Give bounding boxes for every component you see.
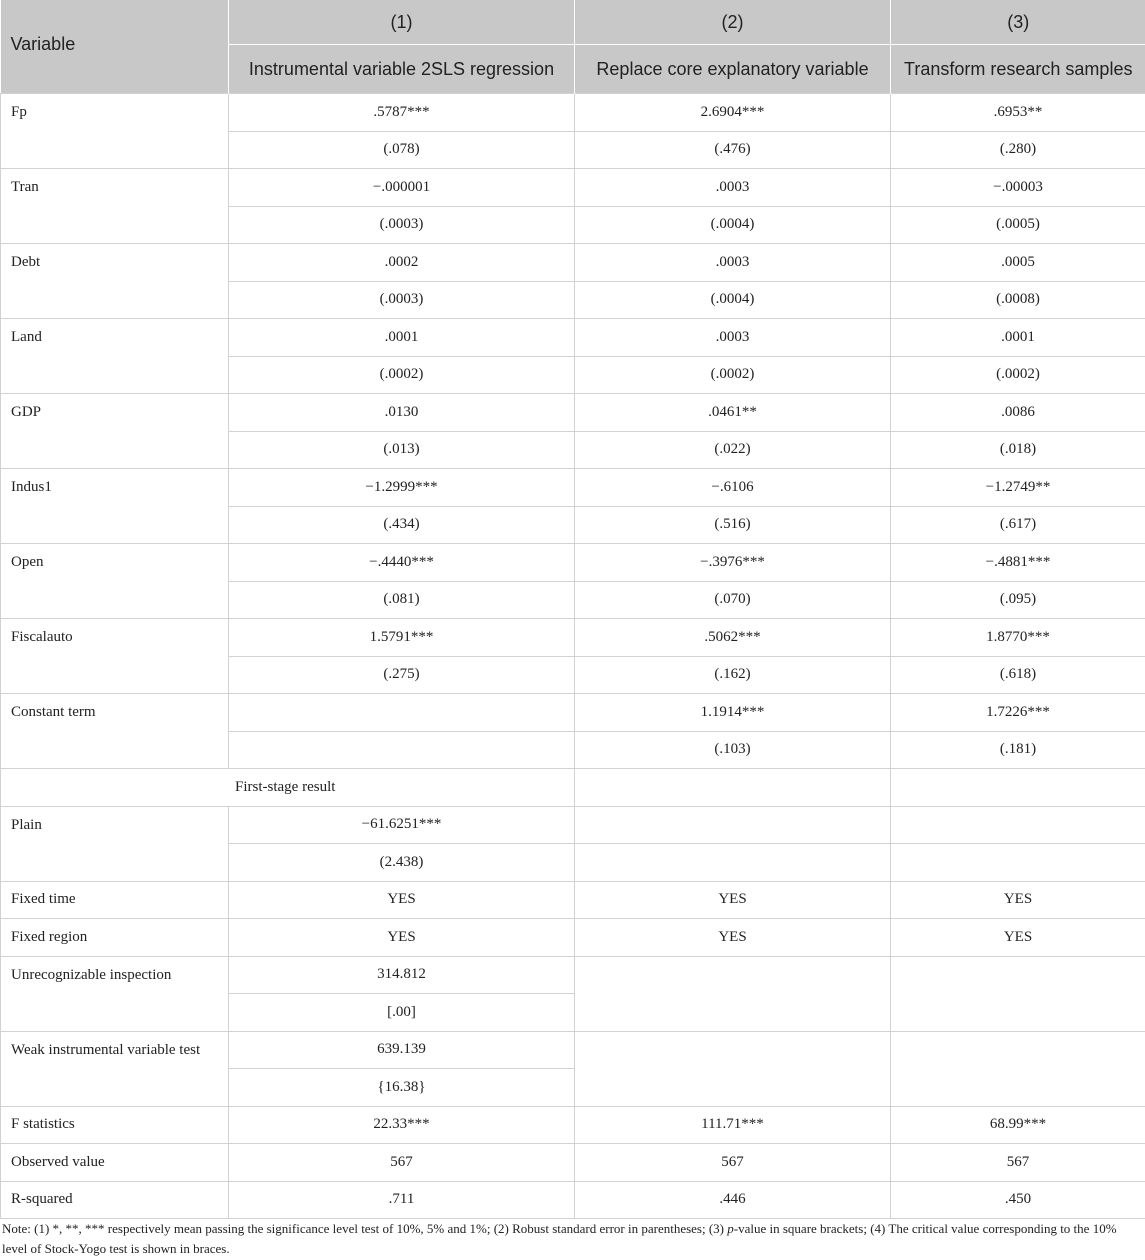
table-note: Note: (1) *, **, *** respectively mean passing the significance level test of 10%, 5% and 1%; (2) Robust standard error in parentheses; (3) p-value in square brackets; (4) The critical value corresponding to the 10% level of Stock-Yogo test is shown in braces. [2, 1221, 1117, 1256]
cell-se: (.275) [229, 656, 575, 694]
cell-se [229, 731, 575, 769]
cell-coef: .0003 [575, 319, 891, 357]
row-label-plain: Plain [1, 806, 229, 881]
cell-coef: −1.2999*** [229, 469, 575, 507]
cell-coef: −.4881*** [891, 544, 1145, 582]
table-row [1, 94, 1145, 132]
cell-se: (.181) [891, 731, 1145, 769]
table-row [1, 1106, 1145, 1144]
cell-se: (.0005) [891, 206, 1145, 244]
row-label-fixed-region: Fixed region [1, 919, 229, 957]
table-row [1, 244, 1145, 282]
empty-cell [891, 769, 1145, 807]
cell-se: (.0002) [229, 356, 575, 394]
cell-se: (.162) [575, 656, 891, 694]
cell-coef: .0002 [229, 244, 575, 282]
cell-coef: .0130 [229, 394, 575, 432]
table-row [1, 319, 1145, 357]
row-label-unrecognizable: Unrecognizable inspection [1, 956, 229, 1031]
header-col1-number: (1) [229, 0, 575, 45]
row-label-fiscalauto: Fiscalauto [1, 619, 229, 694]
row-label-tran: Tran [1, 169, 229, 244]
row-label-debt: Debt [1, 244, 229, 319]
cell-coef: .0003 [575, 244, 891, 282]
cell-coef: −1.2749** [891, 469, 1145, 507]
cell-value: 111.71*** [575, 1106, 891, 1144]
cell-se: (.434) [229, 506, 575, 544]
table-row [1, 806, 1145, 844]
table-row [1, 469, 1145, 507]
cell-value: YES [229, 919, 575, 957]
cell-value: YES [575, 881, 891, 919]
table-row [1, 1144, 1145, 1182]
first-stage-row [1, 769, 1145, 807]
table-row [1, 1031, 1145, 1069]
cell-coef: .0003 [575, 169, 891, 207]
cell-coef: .0005 [891, 244, 1145, 282]
cell-se: (.078) [229, 131, 575, 169]
row-label-constant: Constant term [1, 694, 229, 769]
cell-value: .711 [229, 1181, 575, 1219]
cell-se: (.070) [575, 581, 891, 619]
empty-cell [891, 956, 1145, 1031]
row-label-land: Land [1, 319, 229, 394]
cell-value: YES [229, 881, 575, 919]
table-row [1, 919, 1145, 957]
empty-cell [575, 844, 891, 882]
cell-coef: 1.7226*** [891, 694, 1145, 732]
table-row [1, 544, 1145, 582]
header-col2-title: Replace core explanatory variable [575, 45, 891, 94]
row-label-indus1: Indus1 [1, 469, 229, 544]
cell-value: .446 [575, 1181, 891, 1219]
empty-cell [575, 956, 891, 1031]
table-row [1, 619, 1145, 657]
header-row-numbers [1, 0, 1145, 45]
row-label-fixed-time: Fixed time [1, 881, 229, 919]
empty-cell [891, 1031, 1145, 1106]
cell-value: 567 [575, 1144, 891, 1182]
row-label-open: Open [1, 544, 229, 619]
cell-coef: 2.6904*** [575, 94, 891, 132]
table-row [1, 394, 1145, 432]
table-row [1, 169, 1145, 207]
row-label-observed: Observed value [1, 1144, 229, 1182]
cell-se: (.516) [575, 506, 891, 544]
table-row [1, 1181, 1145, 1219]
cell-coef [229, 694, 575, 732]
cell-se: (.0008) [891, 281, 1145, 319]
cell-se: (.095) [891, 581, 1145, 619]
cell-se: (.617) [891, 506, 1145, 544]
first-stage-label: First-stage result [1, 769, 575, 807]
cell-coef: −.00003 [891, 169, 1145, 207]
row-label-weak-iv: Weak instrumental variable test [1, 1031, 229, 1106]
cell-se: (.103) [575, 731, 891, 769]
header-col3-title: Transform research samples [891, 45, 1145, 94]
cell-value: 22.33*** [229, 1106, 575, 1144]
cell-coef: −.000001 [229, 169, 575, 207]
empty-cell [891, 806, 1145, 844]
cell-se: (.0003) [229, 281, 575, 319]
cell-se: (.0004) [575, 206, 891, 244]
row-label-f-stat: F statistics [1, 1106, 229, 1144]
empty-cell [575, 1031, 891, 1106]
cell-value: 567 [229, 1144, 575, 1182]
cell-coef: −.6106 [575, 469, 891, 507]
header-variable: Variable [1, 0, 229, 94]
row-label-r-squared: R-squared [1, 1181, 229, 1219]
cell-se: (.618) [891, 656, 1145, 694]
cell-se: (.476) [575, 131, 891, 169]
cell-coef: 1.8770*** [891, 619, 1145, 657]
empty-cell [891, 844, 1145, 882]
cell-coef: .0001 [229, 319, 575, 357]
cell-coef: .0461** [575, 394, 891, 432]
cell-value: YES [891, 881, 1145, 919]
cell-value: YES [891, 919, 1145, 957]
cell-pvalue: [.00] [229, 994, 575, 1032]
cell-se: (.0003) [229, 206, 575, 244]
cell-se: (.0004) [575, 281, 891, 319]
cell-value: 68.99*** [891, 1106, 1145, 1144]
cell-se: (.081) [229, 581, 575, 619]
header-col2-number: (2) [575, 0, 891, 45]
header-col3-number: (3) [891, 0, 1145, 45]
cell-coef: .0086 [891, 394, 1145, 432]
header-col1-title: Instrumental variable 2SLS regression [229, 45, 575, 94]
row-label-gdp: GDP [1, 394, 229, 469]
cell-value: 639.139 [229, 1031, 575, 1069]
empty-cell [575, 769, 891, 807]
cell-se: (.013) [229, 431, 575, 469]
cell-coef: −61.6251*** [229, 806, 575, 844]
cell-coef: .0001 [891, 319, 1145, 357]
table-row [1, 694, 1145, 732]
cell-value: .450 [891, 1181, 1145, 1219]
cell-se: (.018) [891, 431, 1145, 469]
cell-se: (.0002) [575, 356, 891, 394]
cell-coef: 1.5791*** [229, 619, 575, 657]
cell-coef: −.3976*** [575, 544, 891, 582]
table-row [1, 881, 1145, 919]
cell-coef: 1.1914*** [575, 694, 891, 732]
cell-coef: −.4440*** [229, 544, 575, 582]
cell-coef: .5787*** [229, 94, 575, 132]
table-row [1, 956, 1145, 994]
cell-se: (.280) [891, 131, 1145, 169]
empty-cell [575, 806, 891, 844]
cell-value: 314.812 [229, 956, 575, 994]
cell-se: (2.438) [229, 844, 575, 882]
cell-coef: .5062*** [575, 619, 891, 657]
cell-se: (.022) [575, 431, 891, 469]
cell-se: (.0002) [891, 356, 1145, 394]
cell-value: YES [575, 919, 891, 957]
row-label-fp: Fp [1, 94, 229, 169]
cell-critical: {16.38} [229, 1069, 575, 1107]
cell-coef: .6953** [891, 94, 1145, 132]
cell-value: 567 [891, 1144, 1145, 1182]
